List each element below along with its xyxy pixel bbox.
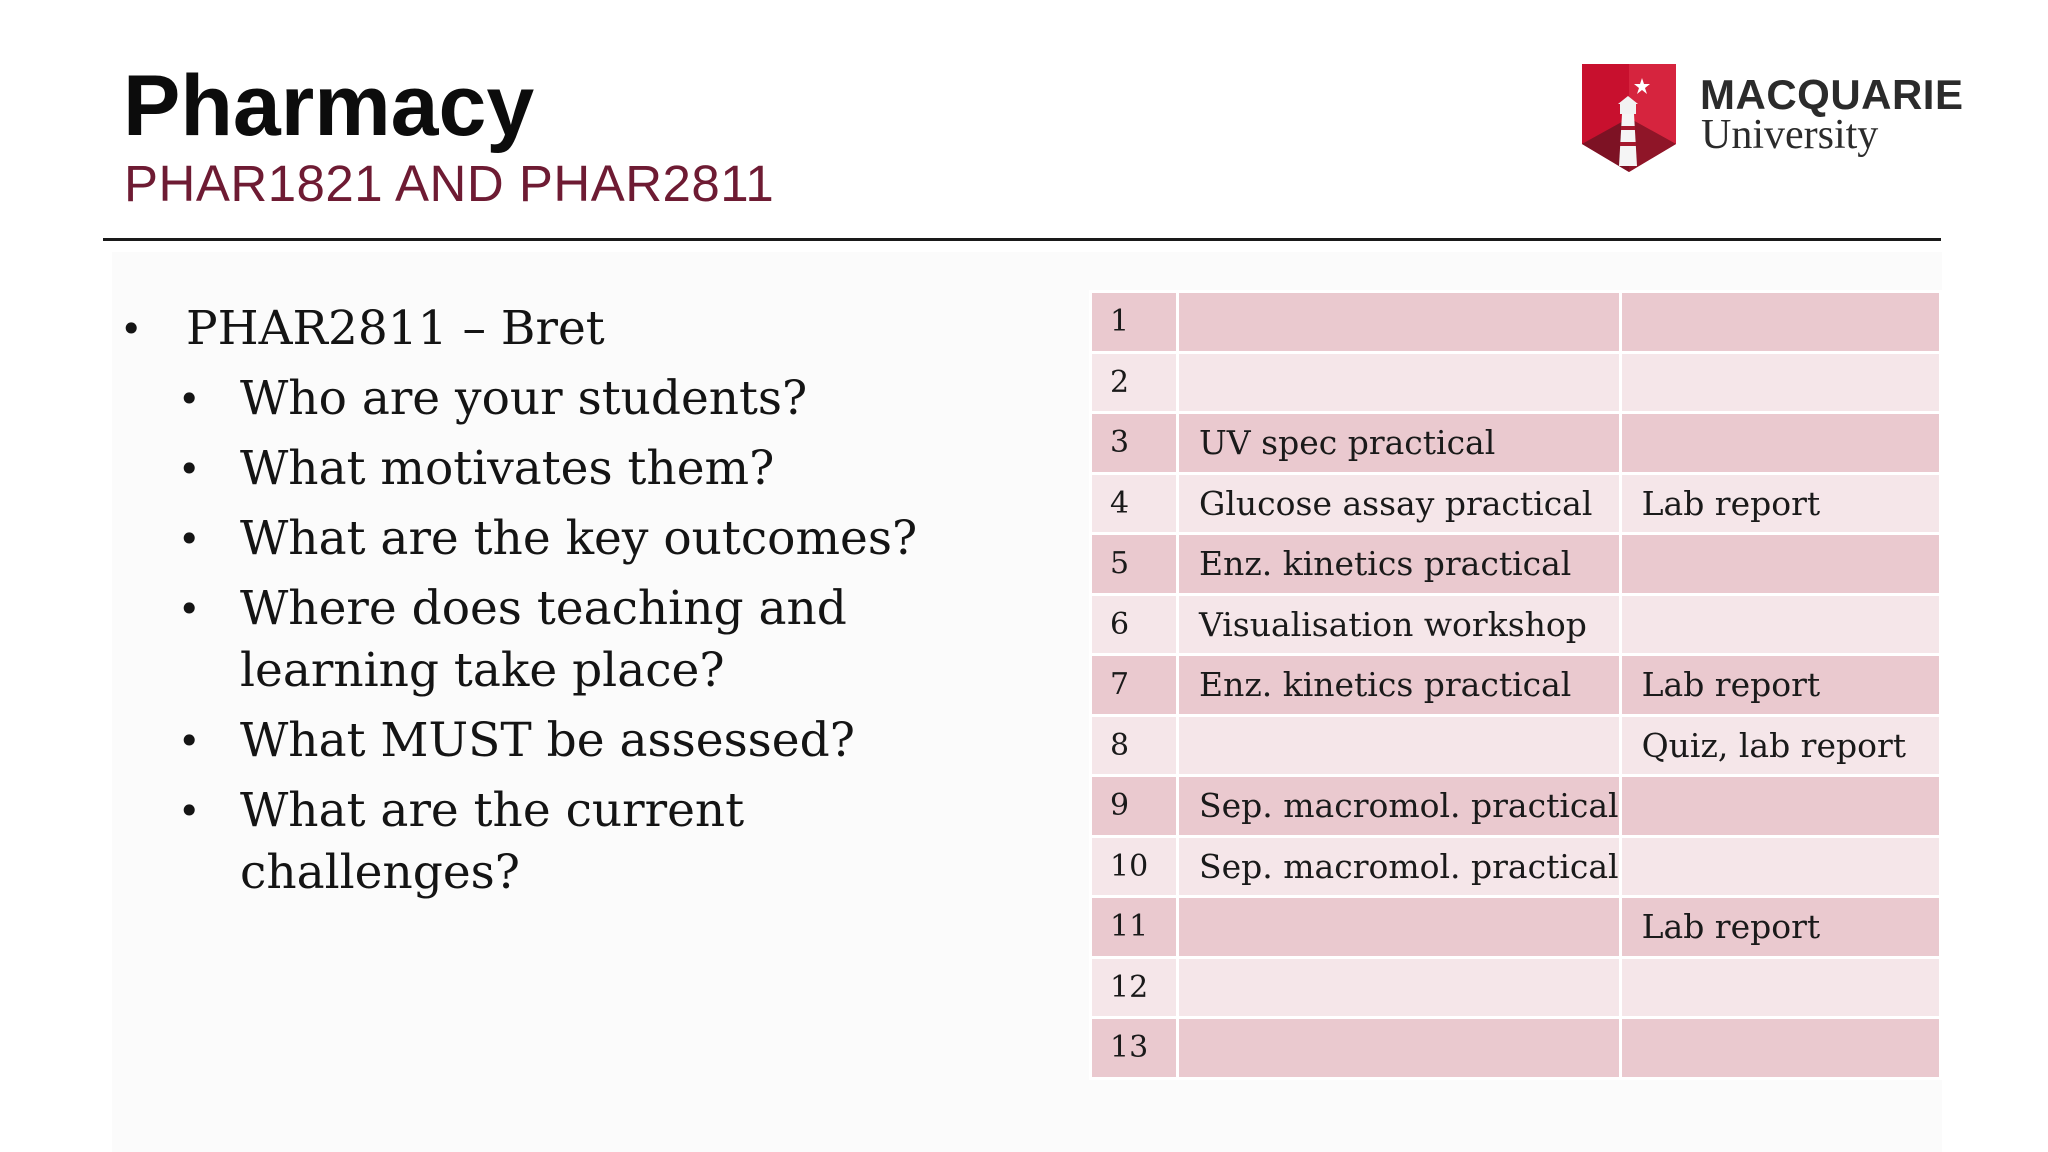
bullet-dot-icon: • — [178, 587, 201, 631]
table-row — [1091, 594, 1941, 655]
bullet-text: What motivates them? — [240, 441, 775, 496]
activity-cell — [1178, 352, 1621, 413]
bullet-dot-icon: • — [120, 307, 143, 351]
bullet-text: What MUST be assessed? — [240, 713, 855, 768]
bullet-sub — [116, 368, 1016, 430]
activity-cell: Glucose assay practical — [1178, 473, 1621, 534]
activity-cell — [1178, 957, 1621, 1018]
week-cell: 13 — [1091, 1018, 1178, 1079]
macquarie-logo — [1582, 64, 1964, 174]
activity-cell — [1178, 897, 1621, 958]
week-cell: 10 — [1091, 836, 1178, 897]
slide-subtitle: PHAR1821 AND PHAR2811 — [124, 155, 775, 212]
assessment-cell: Quiz, lab report — [1620, 715, 1940, 776]
week-cell: 3 — [1091, 413, 1178, 474]
bullet-text: Where does teaching and learning take place? — [240, 581, 847, 698]
slide-title: Pharmacy — [123, 58, 535, 154]
week-cell: 8 — [1091, 715, 1178, 776]
activity-cell — [1178, 292, 1621, 353]
table-row — [1091, 655, 1941, 716]
table-row — [1091, 352, 1941, 413]
week-cell: 6 — [1091, 594, 1178, 655]
bullet-text: What are the key outcomes? — [240, 511, 918, 566]
bullet-text: What are the current challenges? — [240, 783, 745, 900]
assessment-cell — [1620, 594, 1940, 655]
week-cell: 5 — [1091, 534, 1178, 595]
table-row — [1091, 836, 1941, 897]
table-row — [1091, 1018, 1941, 1079]
table-row — [1091, 473, 1941, 534]
bullet-dot-icon: • — [178, 517, 201, 561]
week-cell: 2 — [1091, 352, 1178, 413]
logo-wordmark-line1: MACQUARIE — [1700, 71, 1964, 118]
week-cell: 7 — [1091, 655, 1178, 716]
bullet-sub — [116, 578, 960, 702]
assessment-cell — [1620, 1018, 1940, 1079]
assessment-cell: Lab report — [1620, 897, 1940, 958]
activity-cell — [1178, 715, 1621, 776]
activity-cell: Visualisation workshop — [1178, 594, 1621, 655]
assessment-cell: Lab report — [1620, 473, 1940, 534]
week-cell: 4 — [1091, 473, 1178, 534]
lighthouse-shield-icon — [1582, 64, 1676, 172]
activity-cell — [1178, 1018, 1621, 1079]
bullet-sub — [116, 710, 1016, 772]
table-row — [1091, 897, 1941, 958]
activity-cell: Enz. kinetics practical — [1178, 534, 1621, 595]
bullet-text: PHAR2811 – Bret — [186, 301, 605, 356]
bullet-sub — [116, 780, 1016, 904]
bullet-list — [116, 298, 1016, 912]
table-row — [1091, 776, 1941, 837]
activity-cell: Sep. macromol. practical — [1178, 836, 1621, 897]
bullet-sub — [116, 508, 1016, 570]
week-cell: 9 — [1091, 776, 1178, 837]
weekly-schedule-table — [1089, 290, 1942, 1080]
activity-cell: Enz. kinetics practical — [1178, 655, 1621, 716]
bullet-dot-icon: • — [178, 377, 201, 421]
logo-wordmark-line2: University — [1701, 112, 1879, 158]
table-row — [1091, 534, 1941, 595]
week-cell: 1 — [1091, 292, 1178, 353]
assessment-cell — [1620, 836, 1940, 897]
week-cell: 12 — [1091, 957, 1178, 1018]
assessment-cell — [1620, 957, 1940, 1018]
activity-cell: UV spec practical — [1178, 413, 1621, 474]
table-row — [1091, 292, 1941, 353]
table-row — [1091, 413, 1941, 474]
week-cell: 11 — [1091, 897, 1178, 958]
assessment-cell — [1620, 413, 1940, 474]
bullet-text: Who are your students? — [240, 371, 808, 426]
assessment-cell — [1620, 292, 1940, 353]
activity-cell: Sep. macromol. practical — [1178, 776, 1621, 837]
header-divider — [103, 238, 1941, 241]
table-row — [1091, 715, 1941, 776]
assessment-cell: Lab report — [1620, 655, 1940, 716]
table-row — [1091, 957, 1941, 1018]
bullet-dot-icon: • — [178, 447, 201, 491]
assessment-cell — [1620, 776, 1940, 837]
bullet-main — [116, 298, 1016, 360]
assessment-cell — [1620, 352, 1940, 413]
assessment-cell — [1620, 534, 1940, 595]
bullet-sub — [116, 438, 1016, 500]
bullet-dot-icon: • — [178, 719, 201, 763]
bullet-dot-icon: • — [178, 789, 201, 833]
